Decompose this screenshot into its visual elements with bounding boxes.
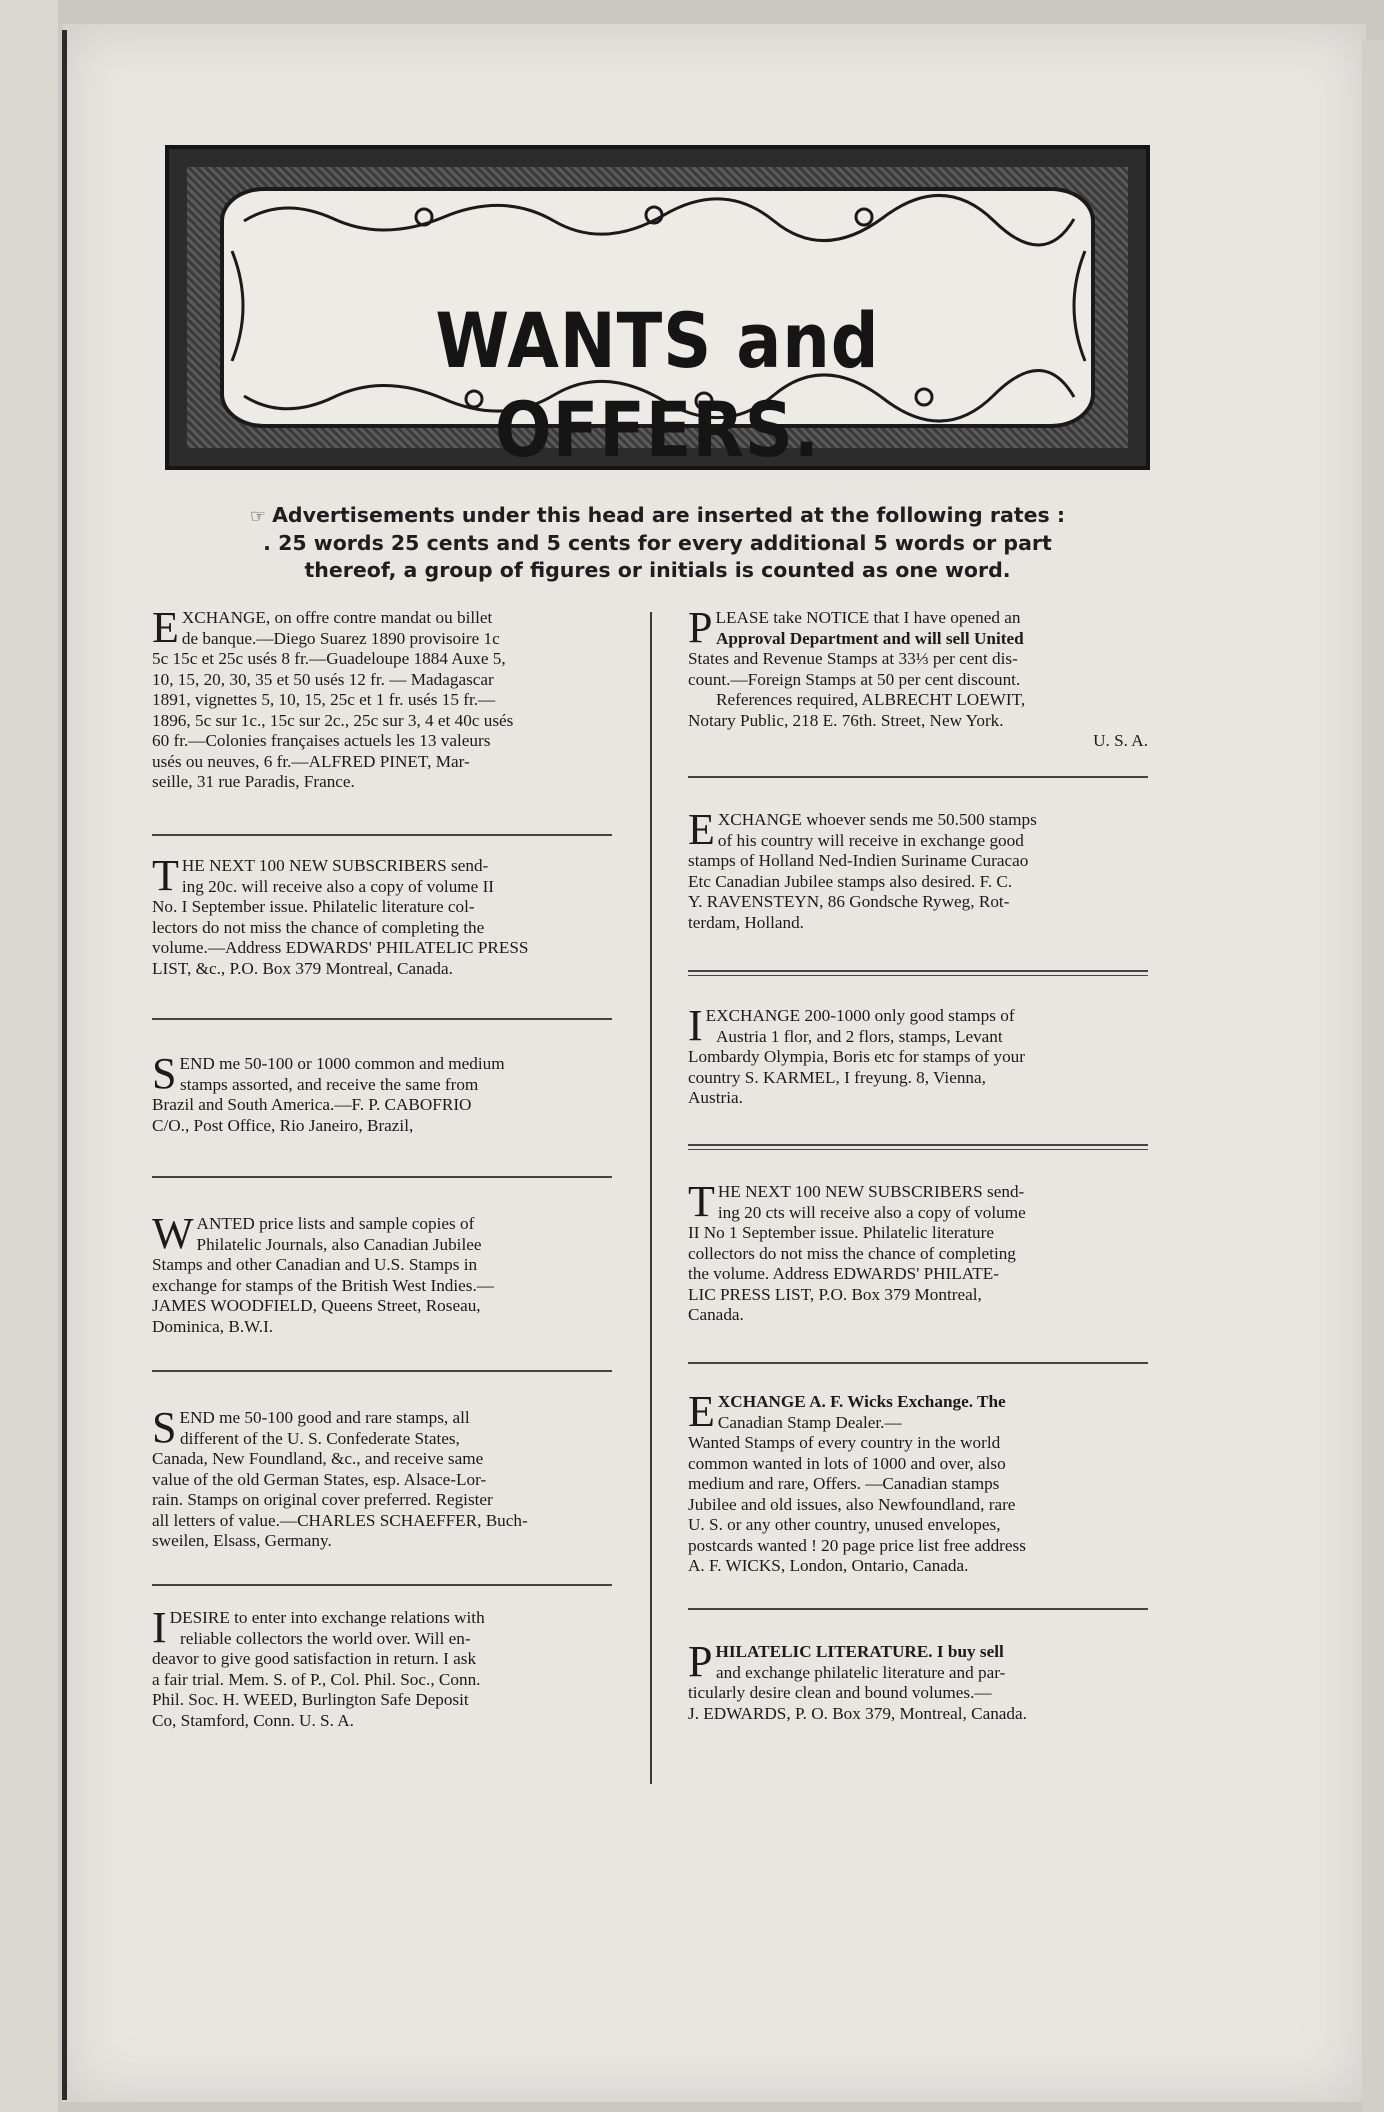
rates-line-2: . 25 words 25 cents and 5 cents for every additional 5 words or part	[263, 531, 1052, 555]
separator	[688, 970, 1148, 976]
ad-j-edwards: P HILATELIC LITERATURE. I buy sell and exchange philatelic literature and par- ticularly desire clean and bound volumes.— J. EDWARDS, P. O. Box 379, Montreal, Canada.	[688, 1637, 1027, 1723]
separator	[152, 1018, 612, 1020]
ad-james-woodfield: W ANTED price lists and sample copies of Philatelic Journals, also Canadian Jubilee Stamps and other Canadian and U.S. Stamps in exchange for stamps of the British West Indies.— JAMES WOODFIELD, Queens Street, Roseau, Dominica, B.W.I.	[152, 1209, 494, 1336]
left-page-edge	[0, 0, 58, 2112]
ad-af-wicks: E XCHANGE A. F. Wicks Exchange. The Canadian Stamp Dealer.— Wanted Stamps of every country in the world common wanted in lots of 1000 and over, also medium and rare, Offers. —Canadian stamps Jubilee and old issues, also Newfoundland, rare U. S. or any other country, unused envelopes, postcards wanted ! 20 page price list free address A. F. WICKS, London, Ontario, Canada.	[688, 1387, 1026, 1575]
separator	[688, 1144, 1148, 1150]
ad-new-subscribers-right: T HE NEXT 100 NEW SUBSCRIBERS send- ing 20 cts will receive also a copy of volume II No 1 September issue. Philatelic literature collectors do not miss the chance of completing the volume. Address EDWARDS' PHILATE- LIC PRESS LIST, P.O. Box 379 Montreal, Canada.	[688, 1177, 1026, 1324]
column-divider	[650, 612, 652, 1784]
separator	[152, 1176, 612, 1178]
separator	[152, 834, 612, 836]
ad-albrecht-loewit: P LEASE take NOTICE that I have opened an Approval Department and will sell United States and Revenue Stamps at 33⅓ per cent dis- count.—Foreign Stamps at 50 per cent discount. References required, ALBRECHT LOEWIT, Notary Public, 218 E. 76th. Street, New York. U. S. A.	[688, 603, 1148, 750]
ad-new-subscribers-left: T HE NEXT 100 NEW SUBSCRIBERS send- ing 20c. will receive also a copy of volume II No. I September issue. Philatelic literature col- lectors do not miss the chance of completing the volume.—Address EDWARDS' PHILATELIC PRESS LIST, &c., P.O. Box 379 Montreal, Canada.	[152, 851, 529, 978]
gutter-line	[62, 30, 67, 2100]
ad-h-weed: I DESIRE to enter into exchange relations with reliable collectors the world over. Will en- deavor to give good satisfaction in return. I ask a fair trial. Mem. S. of P., Col. Phil. Soc., Conn. Phil. Soc. H. WEED, Burlington Safe Deposit Co, Stamford, Conn. U. S. A.	[152, 1603, 485, 1730]
pointing-hand-icon: ☞	[249, 506, 267, 527]
ad-s-karmel: I EXCHANGE 200-1000 only good stamps of Austria 1 flor, and 2 flors, stamps, Levant Lombardy Olympia, Boris etc for stamps of your country S. KARMEL, I freyung. 8, Vienna, Austria.	[688, 1001, 1026, 1107]
rates-line-3: thereof, a group of figures or initials is counted as one word.	[304, 558, 1011, 582]
header-banner	[165, 145, 1150, 474]
ad-ravensteyn: E XCHANGE whoever sends me 50.500 stamps of his country will receive in exchange good stamps of Holland Ned-Indien Suriname Curacao Etc Canadian Jubilee stamps also desired. F. C. Y. RAVENSTEYN, 86 Gondsche Ryweg, Rot- terdam, Holland.	[688, 805, 1037, 932]
right-page-edge	[1362, 40, 1384, 2112]
separator	[152, 1370, 612, 1372]
separator	[688, 1608, 1148, 1610]
rates-line-1: ☞ Advertisements under this head are inserted at the following rates :	[249, 503, 1066, 527]
rates-notice	[200, 502, 1115, 584]
banner-scroll	[224, 191, 1091, 474]
ad-alfred-pinet: E XCHANGE, on offre contre mandat ou billet de banque.—Diego Suarez 1890 provisoire 1c 5c 15c et 25c usés 8 fr.—Guadeloupe 1884 Auxe 5, 10, 15, 20, 30, 35 et 50 usés 12 fr. — Madagascar 1891, vignettes 5, 10, 15, 25c et 1 fr. usés 15 fr.— 1896, 5c sur 1c., 15c sur 2c., 25c sur 3, 4 et 40c usés 60 fr.—Colonies françaises actuels les 13 valeurs usés ou neuves, 6 fr.—ALFRED PINET, Mar- seille, 31 rue Paradis, France.	[152, 603, 514, 791]
separator	[152, 1584, 612, 1586]
ad-charles-schaeffer: S END me 50-100 good and rare stamps, all different of the U. S. Confederate States, Canada, New Foundland, &c., and receive same value of the old German States, esp. Alsace-Lor- rain. Stamps on original cover preferred. Register all letters of value.—CHARLES SCHAEFFER, Buch- sweilen, Elsass, Germany.	[152, 1403, 528, 1550]
separator	[688, 776, 1148, 778]
page-title: WANTS and OFFERS.	[435, 296, 880, 474]
ad-cabofrio: S END me 50-100 or 1000 common and medium stamps assorted, and receive the same from Brazil and South America.—F. P. CABOFRIO C/O., Post Office, Rio Janeiro, Brazil,	[152, 1049, 505, 1135]
separator	[688, 1362, 1148, 1364]
